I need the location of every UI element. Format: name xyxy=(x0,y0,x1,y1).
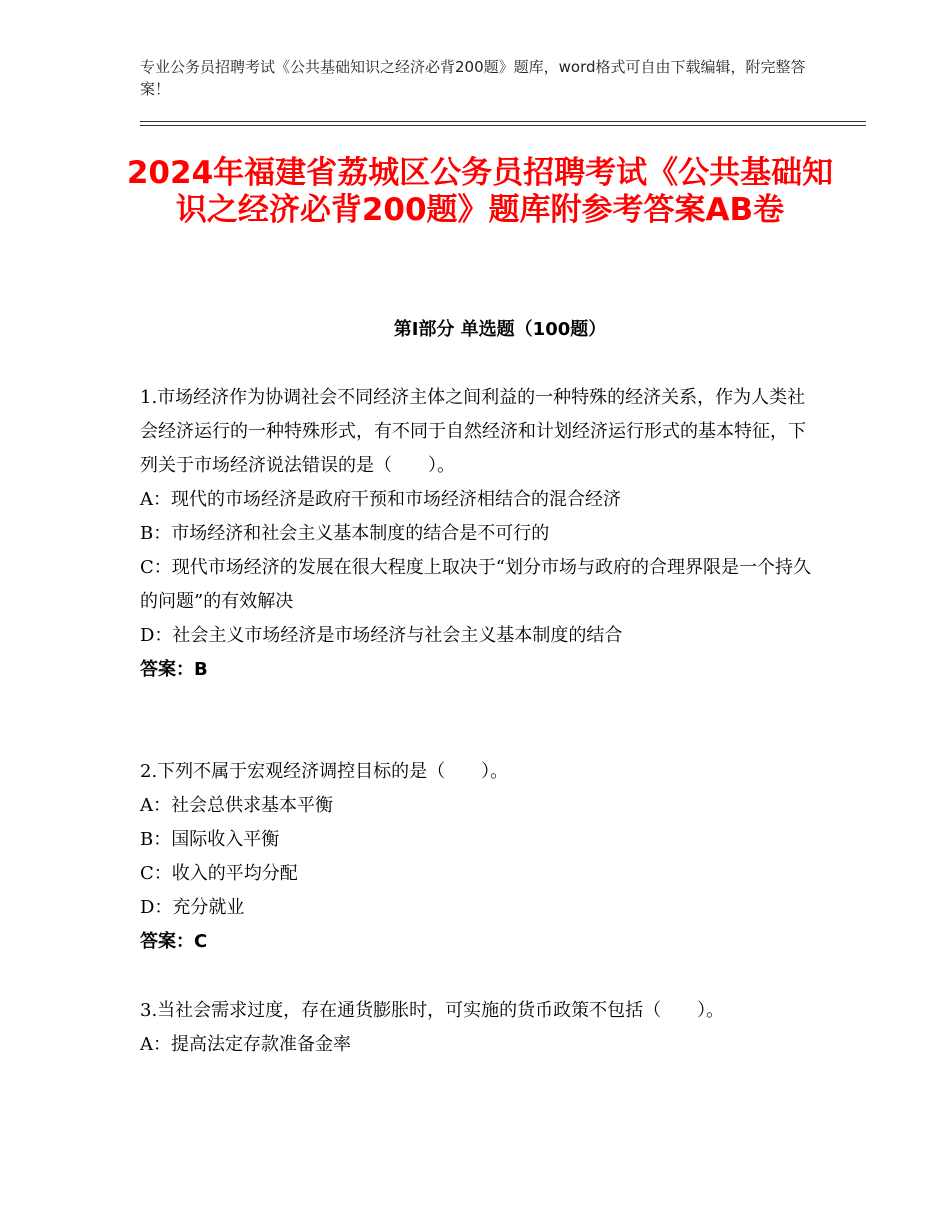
question-stem: 3.当社会需求过度，存在通货膨胀时，可实施的货币政策不包括（ ）。 xyxy=(140,1000,725,1021)
option-b: B：国际收入平衡 xyxy=(140,829,280,850)
question-3 xyxy=(140,994,820,1062)
question-stem: 1.市场经济作为协调社会不同经济主体之间利益的一种特殊的经济关系，作为人类社会经济运行的一种特殊形式，有不同于自然经济和计划经济运行形式的基本特征，下列关于市场经济说法错误的是（ ）。 xyxy=(140,387,806,476)
option-a: A：现代的市场经济是政府干预和市场经济相结合的混合经济 xyxy=(140,489,621,510)
option-d: D：充分就业 xyxy=(140,897,245,918)
section-heading: 第Ⅰ部分 单选题（100题） xyxy=(393,319,607,340)
option-c: C：收入的平均分配 xyxy=(140,863,298,884)
option-a: A：提高法定存款准备金率 xyxy=(140,1034,351,1055)
answer: 答案：B xyxy=(140,659,208,680)
answer: 答案：C xyxy=(140,931,208,952)
document-title: 2024年福建省荔城区公务员招聘考试《公共基础知识之经济必背200题》题库附参考答案AB卷 xyxy=(126,155,834,228)
question-2 xyxy=(140,755,820,959)
question-stem: 2.下列不属于宏观经济调控目标的是（ ）。 xyxy=(140,761,509,782)
option-a: A：社会总供求基本平衡 xyxy=(140,795,333,816)
header-rule-bottom xyxy=(140,125,866,126)
header-note: 专业公务员招聘考试《公共基础知识之经济必背200题》题库，word格式可自由下载编辑，附完整答案！ xyxy=(140,58,806,98)
option-c: C：现代市场经济的发展在很大程度上取决于“划分市场与政府的合理界限是一个持久的问题”的有效解决 xyxy=(140,557,811,612)
header-rule-top xyxy=(140,121,866,122)
question-1 xyxy=(140,381,820,687)
option-b: B：市场经济和社会主义基本制度的结合是不可行的 xyxy=(140,523,550,544)
option-d: D：社会主义市场经济是市场经济与社会主义基本制度的结合 xyxy=(140,625,623,646)
